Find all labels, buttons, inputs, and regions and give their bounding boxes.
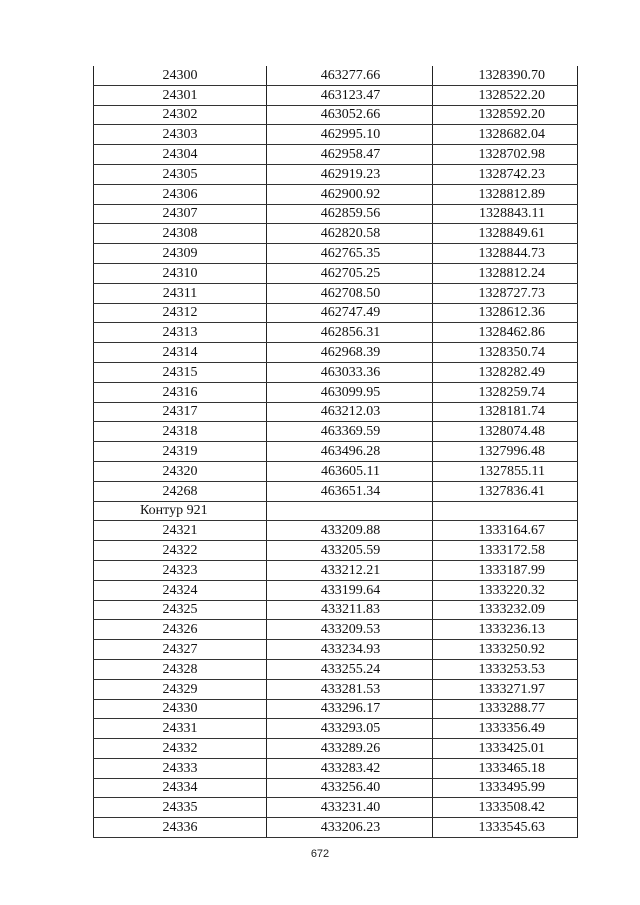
- y-coordinate-cell: 1328350.74: [433, 343, 578, 363]
- point-number-cell: 24325: [94, 600, 267, 620]
- table-row: [94, 105, 578, 125]
- point-number-cell: 24326: [94, 620, 267, 640]
- y-coordinate-cell: 1333495.99: [433, 778, 578, 798]
- table-row: [94, 283, 578, 303]
- table-row: [94, 521, 578, 541]
- y-coordinate-cell: 1328181.74: [433, 402, 578, 422]
- point-number-cell: 24324: [94, 580, 267, 600]
- y-coordinate-cell: 1328259.74: [433, 382, 578, 402]
- table-row: [94, 778, 578, 798]
- table-row: [94, 739, 578, 759]
- y-coordinate-cell: 1333508.42: [433, 798, 578, 818]
- table-row: [94, 679, 578, 699]
- x-coordinate-cell: 462995.10: [267, 125, 433, 145]
- x-coordinate-cell: 463099.95: [267, 382, 433, 402]
- y-coordinate-cell: [433, 501, 578, 521]
- point-number-cell: 24313: [94, 323, 267, 343]
- x-coordinate-cell: 462900.92: [267, 184, 433, 204]
- point-number-cell: 24327: [94, 640, 267, 660]
- x-coordinate-cell: 433211.83: [267, 600, 433, 620]
- x-coordinate-cell: 462856.31: [267, 323, 433, 343]
- y-coordinate-cell: 1333187.99: [433, 560, 578, 580]
- x-coordinate-cell: 433199.64: [267, 580, 433, 600]
- table-row: [94, 224, 578, 244]
- y-coordinate-cell: 1333250.92: [433, 640, 578, 660]
- y-coordinate-cell: 1333545.63: [433, 818, 578, 838]
- point-number-cell: 24329: [94, 679, 267, 699]
- x-coordinate-cell: 463277.66: [267, 66, 433, 85]
- y-coordinate-cell: 1328702.98: [433, 145, 578, 165]
- y-coordinate-cell: 1333465.18: [433, 758, 578, 778]
- table-row: [94, 184, 578, 204]
- point-number-cell: 24308: [94, 224, 267, 244]
- x-coordinate-cell: 433289.26: [267, 739, 433, 759]
- y-coordinate-cell: 1333425.01: [433, 739, 578, 759]
- x-coordinate-cell: 462765.35: [267, 244, 433, 264]
- y-coordinate-cell: 1328727.73: [433, 283, 578, 303]
- y-coordinate-cell: 1328812.24: [433, 263, 578, 283]
- table-row: [94, 818, 578, 838]
- x-coordinate-cell: 462859.56: [267, 204, 433, 224]
- x-coordinate-cell: 463052.66: [267, 105, 433, 125]
- x-coordinate-cell: 463033.36: [267, 362, 433, 382]
- table-row: [94, 640, 578, 660]
- y-coordinate-cell: 1328844.73: [433, 244, 578, 264]
- coordinates-table-body: [94, 66, 578, 838]
- table-row: [94, 323, 578, 343]
- coordinates-table: [93, 66, 578, 838]
- point-number-cell: 24334: [94, 778, 267, 798]
- point-number-cell: 24333: [94, 758, 267, 778]
- point-number-cell: 24322: [94, 541, 267, 561]
- y-coordinate-cell: 1328390.70: [433, 66, 578, 85]
- y-coordinate-cell: 1328462.86: [433, 323, 578, 343]
- table-row: [94, 659, 578, 679]
- point-number-cell: 24332: [94, 739, 267, 759]
- x-coordinate-cell: 462968.39: [267, 343, 433, 363]
- point-number-cell: 24319: [94, 442, 267, 462]
- point-number-cell: 24311: [94, 283, 267, 303]
- y-coordinate-cell: 1333271.97: [433, 679, 578, 699]
- x-coordinate-cell: 433206.23: [267, 818, 433, 838]
- x-coordinate-cell: 463651.34: [267, 481, 433, 501]
- y-coordinate-cell: 1333236.13: [433, 620, 578, 640]
- x-coordinate-cell: 462705.25: [267, 263, 433, 283]
- x-coordinate-cell: 433212.21: [267, 560, 433, 580]
- point-number-cell: 24321: [94, 521, 267, 541]
- y-coordinate-cell: 1328742.23: [433, 164, 578, 184]
- point-number-cell: 24316: [94, 382, 267, 402]
- y-coordinate-cell: 1328522.20: [433, 85, 578, 105]
- point-number-cell: 24317: [94, 402, 267, 422]
- y-coordinate-cell: 1328849.61: [433, 224, 578, 244]
- x-coordinate-cell: 433205.59: [267, 541, 433, 561]
- y-coordinate-cell: 1328612.36: [433, 303, 578, 323]
- x-coordinate-cell: 433209.53: [267, 620, 433, 640]
- y-coordinate-cell: 1333288.77: [433, 699, 578, 719]
- point-number-cell: 24301: [94, 85, 267, 105]
- table-row: [94, 125, 578, 145]
- x-coordinate-cell: 433296.17: [267, 699, 433, 719]
- point-number-cell: 24323: [94, 560, 267, 580]
- table-row: [94, 758, 578, 778]
- point-number-cell: 24303: [94, 125, 267, 145]
- point-number-cell: 24310: [94, 263, 267, 283]
- y-coordinate-cell: 1333232.09: [433, 600, 578, 620]
- y-coordinate-cell: 1333253.53: [433, 659, 578, 679]
- table-row: [94, 580, 578, 600]
- x-coordinate-cell: 433234.93: [267, 640, 433, 660]
- y-coordinate-cell: 1333164.67: [433, 521, 578, 541]
- table-row: [94, 798, 578, 818]
- table-row: [94, 263, 578, 283]
- table-row: [94, 204, 578, 224]
- point-number-cell: 24328: [94, 659, 267, 679]
- x-coordinate-cell: [267, 501, 433, 521]
- y-coordinate-cell: 1328074.48: [433, 422, 578, 442]
- table-row: [94, 382, 578, 402]
- y-coordinate-cell: 1328812.89: [433, 184, 578, 204]
- x-coordinate-cell: 463212.03: [267, 402, 433, 422]
- y-coordinate-cell: 1327855.11: [433, 461, 578, 481]
- x-coordinate-cell: 433283.42: [267, 758, 433, 778]
- table-row: [94, 481, 578, 501]
- table-row: [94, 560, 578, 580]
- table-row: [94, 422, 578, 442]
- x-coordinate-cell: 462820.58: [267, 224, 433, 244]
- x-coordinate-cell: 463496.28: [267, 442, 433, 462]
- x-coordinate-cell: 462958.47: [267, 145, 433, 165]
- x-coordinate-cell: 433256.40: [267, 778, 433, 798]
- contour-header-row: [94, 501, 578, 521]
- point-number-cell: 24315: [94, 362, 267, 382]
- y-coordinate-cell: 1328282.49: [433, 362, 578, 382]
- table-row: [94, 66, 578, 85]
- point-number-cell: 24306: [94, 184, 267, 204]
- table-row: [94, 699, 578, 719]
- x-coordinate-cell: 463123.47: [267, 85, 433, 105]
- table-row: [94, 362, 578, 382]
- x-coordinate-cell: 463605.11: [267, 461, 433, 481]
- table-row: [94, 343, 578, 363]
- point-number-cell: 24302: [94, 105, 267, 125]
- table-row: [94, 719, 578, 739]
- point-number-cell: 24312: [94, 303, 267, 323]
- point-number-cell: 24320: [94, 461, 267, 481]
- table-row: [94, 442, 578, 462]
- table-row: [94, 145, 578, 165]
- table-row: [94, 461, 578, 481]
- x-coordinate-cell: 433293.05: [267, 719, 433, 739]
- table-row: [94, 402, 578, 422]
- table-row: [94, 303, 578, 323]
- point-number-cell: 24335: [94, 798, 267, 818]
- table-row: [94, 85, 578, 105]
- point-number-cell: 24304: [94, 145, 267, 165]
- point-number-cell: Контур 921: [94, 501, 267, 521]
- y-coordinate-cell: 1327836.41: [433, 481, 578, 501]
- y-coordinate-cell: 1328843.11: [433, 204, 578, 224]
- table-row: [94, 600, 578, 620]
- x-coordinate-cell: 463369.59: [267, 422, 433, 442]
- x-coordinate-cell: 433209.88: [267, 521, 433, 541]
- point-number-cell: 24331: [94, 719, 267, 739]
- x-coordinate-cell: 462747.49: [267, 303, 433, 323]
- y-coordinate-cell: 1333220.32: [433, 580, 578, 600]
- point-number-cell: 24309: [94, 244, 267, 264]
- y-coordinate-cell: 1328592.20: [433, 105, 578, 125]
- table-row: [94, 541, 578, 561]
- x-coordinate-cell: 462708.50: [267, 283, 433, 303]
- point-number-cell: 24336: [94, 818, 267, 838]
- point-number-cell: 24307: [94, 204, 267, 224]
- point-number-cell: 24305: [94, 164, 267, 184]
- table-row: [94, 164, 578, 184]
- y-coordinate-cell: 1333172.58: [433, 541, 578, 561]
- y-coordinate-cell: 1333356.49: [433, 719, 578, 739]
- point-number-cell: 24300: [94, 66, 267, 85]
- x-coordinate-cell: 433231.40: [267, 798, 433, 818]
- point-number-cell: 24314: [94, 343, 267, 363]
- y-coordinate-cell: 1327996.48: [433, 442, 578, 462]
- point-number-cell: 24330: [94, 699, 267, 719]
- x-coordinate-cell: 462919.23: [267, 164, 433, 184]
- table-row: [94, 244, 578, 264]
- y-coordinate-cell: 1328682.04: [433, 125, 578, 145]
- page-number: 672: [310, 848, 330, 860]
- point-number-cell: 24268: [94, 481, 267, 501]
- x-coordinate-cell: 433255.24: [267, 659, 433, 679]
- x-coordinate-cell: 433281.53: [267, 679, 433, 699]
- table-row: [94, 620, 578, 640]
- point-number-cell: 24318: [94, 422, 267, 442]
